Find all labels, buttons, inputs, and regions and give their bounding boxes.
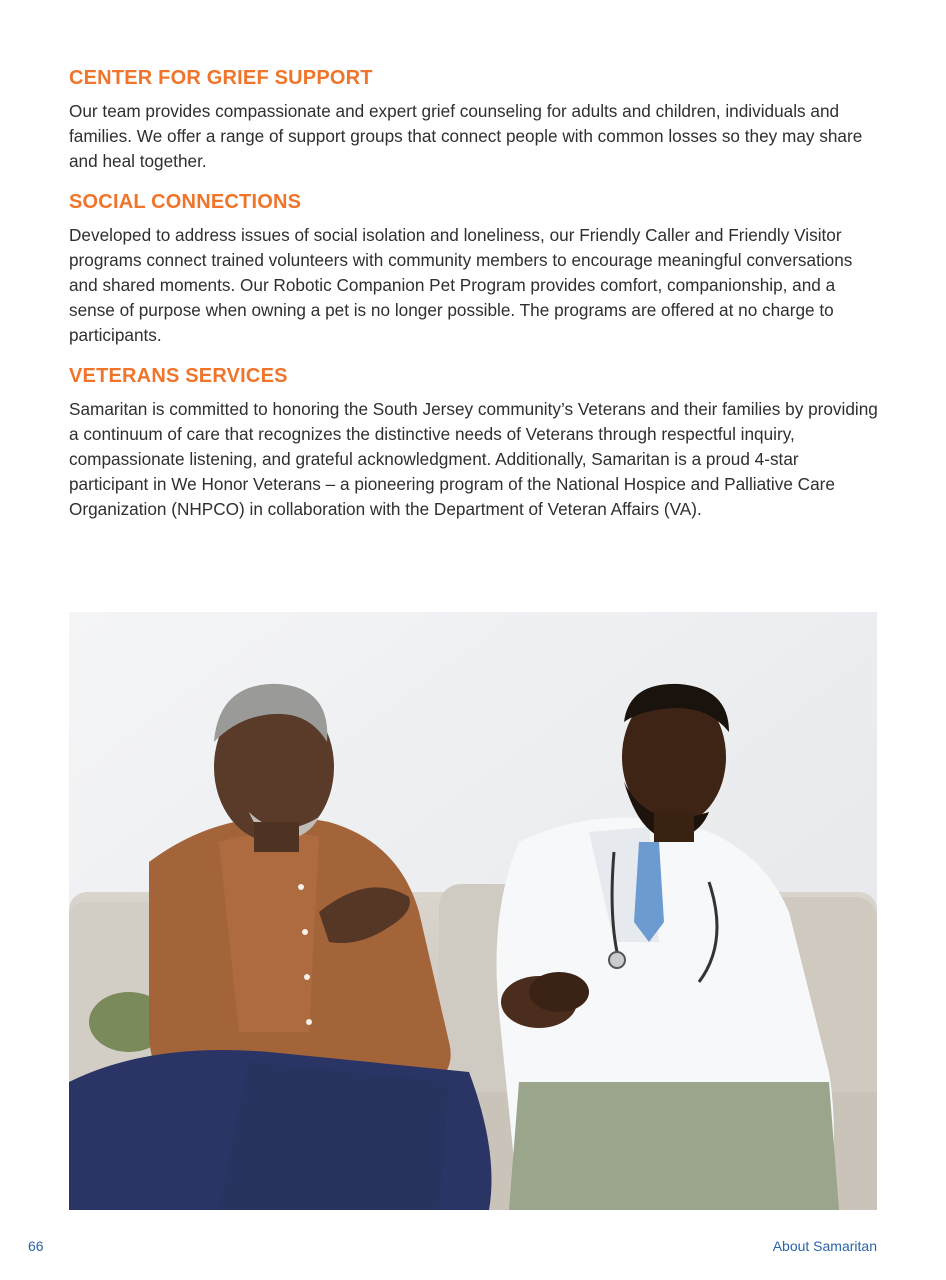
footer-section-title: About Samaritan	[772, 1238, 877, 1254]
section-body: Samaritan is committed to honoring the South Jersey community’s Veterans and their families by providing a continuum of care that recognizes the distinctive needs of Veterans through respectful inquiry, compassionate listening, and grateful acknowledgment. Additionally, Samaritan is a proud 4-star participant in We Honor Veterans – a pioneering program of the National Hospice and Palliative Care Organization (NHPCO) in collaboration with the Department of Veteran Affairs (VA).	[69, 399, 878, 519]
page-number: 66	[28, 1238, 44, 1254]
section-heading: VETERANS SERVICES	[69, 365, 288, 387]
social-connections-section	[69, 188, 881, 348]
main-content	[69, 64, 881, 536]
photo-patient-and-doctor	[69, 612, 877, 1210]
veterans-services-section	[69, 362, 881, 522]
section-body: Developed to address issues of social isolation and loneliness, our Friendly Caller and Friendly Visitor programs connect trained volunteers with community members to encourage meaningful conversations and shared moments. Our Robotic Companion Pet Program provides comfort, companionship, and a sense of purpose when owning a pet is no longer possible. The programs are offered at no charge to participants.	[69, 225, 853, 345]
section-body: Our team provides compassionate and expert grief counseling for adults and children, individuals and families. We offer a range of support groups that connect people with common losses so they may share and heal together.	[69, 101, 863, 171]
photo-illustration	[69, 612, 877, 1210]
section-heading: CENTER FOR GRIEF SUPPORT	[69, 67, 373, 89]
section-heading: SOCIAL CONNECTIONS	[69, 191, 302, 213]
grief-support-section	[69, 64, 881, 174]
